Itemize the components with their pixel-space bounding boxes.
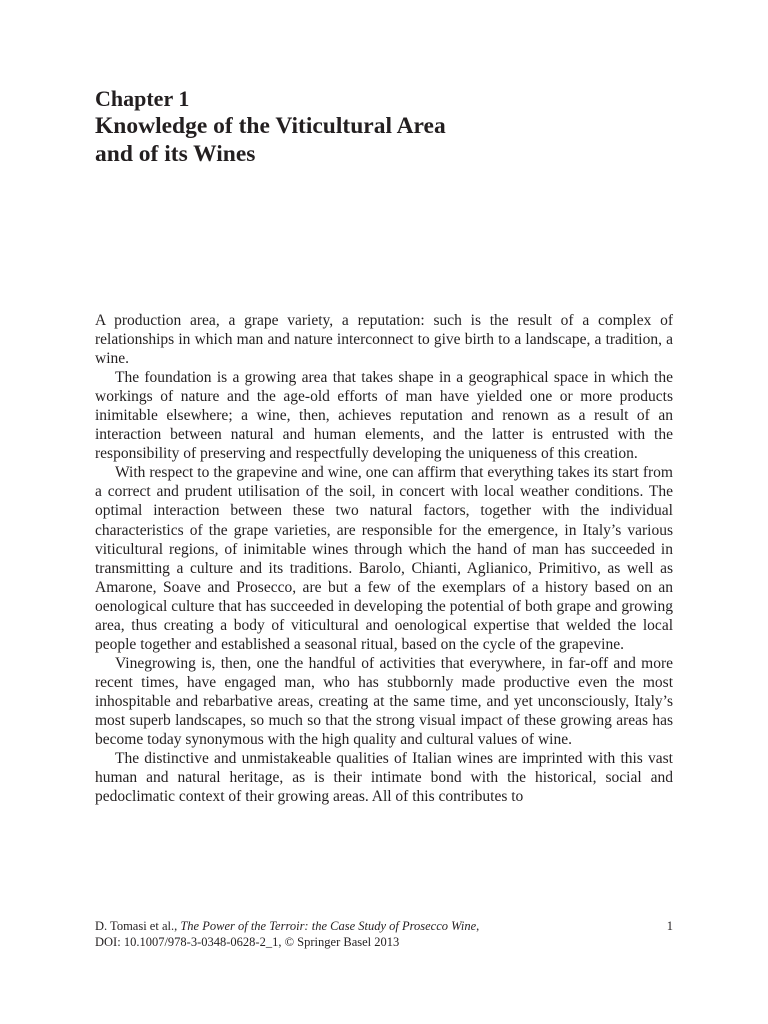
chapter-heading xyxy=(95,86,695,168)
body-text xyxy=(95,311,673,806)
doi-line: DOI: 10.1007/978-3-0348-0628-2_1, © Springer Basel 2013 xyxy=(95,935,400,949)
page-number: 1 xyxy=(666,919,673,933)
citation-row xyxy=(95,918,673,934)
paragraph-5: The distinctive and unmistakeable qualities of Italian wines are imprinted with this vast human and natural heritage, as is their intimate bond with the historical, social and pedoclimatic context of their growing areas. All of this contributes to xyxy=(95,750,673,806)
chapter-title xyxy=(95,112,695,168)
citation-suffix: , xyxy=(476,919,480,933)
paragraph-1: A production area, a grape variety, a reputation: such is the result of a complex of relationships in which man and nature interconnect to give birth to a landscape, a tradition, a wine. xyxy=(95,312,673,368)
chapter-title-line-2: and of its Wines xyxy=(95,141,256,167)
paragraph-2: The foundation is a growing area that takes shape in a geographical space in which the workings of nature and the age-old efforts of man have yielded one or more products inimitable elsewhere; a wine, then, achieves reputation and renown as a result of an interaction between natural and human elements, and the latter is entrusted with the responsibility of preserving and respectfully developing the uniqueness of this creation. xyxy=(95,369,673,463)
citation xyxy=(95,918,479,934)
page-footer xyxy=(95,918,673,950)
chapter-title-line-1: Knowledge of the Viticultural Area xyxy=(95,113,446,139)
citation-book-title: The Power of the Terroir: the Case Study of Prosecco Wine xyxy=(180,919,477,933)
citation-authors: D. Tomasi et al., xyxy=(95,919,178,933)
paragraph-4: Vinegrowing is, then, one the handful of activities that everywhere, in far-off and more recent times, have engaged man, who has stubbornly made productive even the most inhospitable and rebarbative areas, creating at the same time, and yet unconsciously, Italy’s most superb landscapes, so much so that the strong visual impact of these growing areas has become today synonymous with the high quality and cultural values of wine. xyxy=(95,654,673,749)
paragraph-3: With respect to the grapevine and wine, one can affirm that everything takes its start from a correct and prudent utilisation of the soil, in concert with local weather conditions. The optimal interaction between these two natural factors, together with the individual characteristics of the grape varieties, are responsible for the emergence, in Italy’s various viticultural regions, of inimitable wines through which the hand of man has succeeded in transmitting a culture and its traditions. Barolo, Chianti, Aglianico, Primitivo, as well as Amarone, Soave and Prosecco, are but a few of the exemplars of a history based on an oenological culture that has succeeded in developing the potential of both grape and growing area, thus creating a body of viticultural and oenological expertise that welded the local people together and established a seasonal ritual, based on the cycle of the grapevine. xyxy=(95,464,673,653)
chapter-number: Chapter 1 xyxy=(95,86,190,111)
